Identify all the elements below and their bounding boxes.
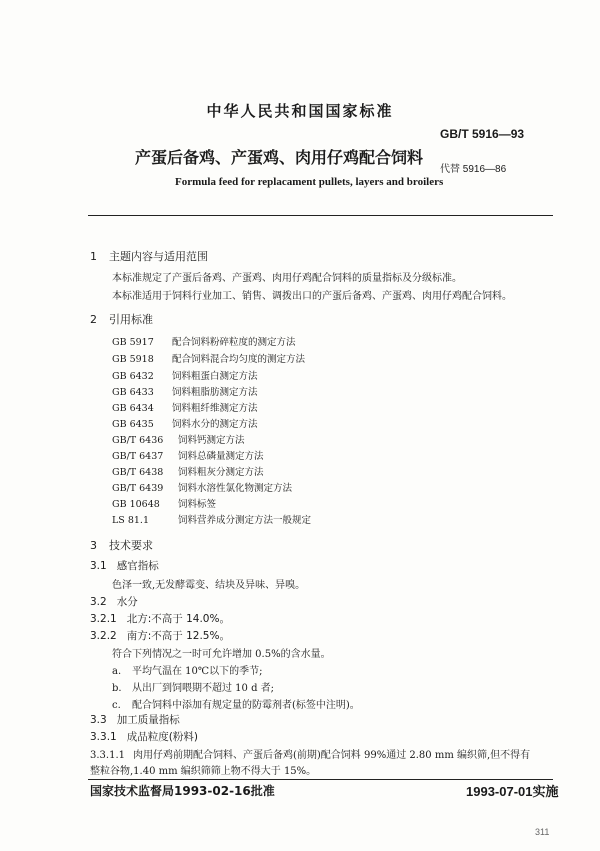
- reference-item: [112, 480, 292, 494]
- reference-code: GB/T 6439: [112, 483, 164, 494]
- reference-code: GB/T 6436: [112, 435, 164, 446]
- clause-3-2: [90, 594, 138, 609]
- reference-title: 饲料营养成分测定方法一般规定: [178, 515, 312, 526]
- section-number: 1: [90, 250, 97, 263]
- standard-code: GB/T 5916—93: [440, 127, 525, 141]
- reference-title: 饲料粗蛋白测定方法: [172, 371, 258, 382]
- list-text: 配合饲料中添加有规定量的防霉剂者(标签中注明)。: [132, 700, 360, 711]
- reference-title: 饲料粗灰分测定方法: [178, 467, 264, 478]
- list-item: [112, 696, 360, 711]
- clause-number: 3.2.1: [90, 613, 117, 625]
- reference-title: 饲料总磷量测定方法: [178, 451, 264, 462]
- clause-number: 3.3.1.1: [90, 750, 125, 761]
- reference-code: GB 6432: [112, 371, 154, 382]
- reference-title: 饲料钙测定方法: [178, 435, 245, 446]
- clause-3-3-1-1: [90, 746, 530, 761]
- reference-title: 饲料标签: [178, 499, 217, 510]
- list-text: 平均气温在 10℃以下的季节;: [132, 666, 263, 677]
- reference-item: [112, 351, 305, 365]
- header-divider: [88, 215, 553, 216]
- list-label: c.: [112, 700, 121, 711]
- reference-title: 配合饲料混合均匀度的测定方法: [172, 354, 306, 365]
- reference-title: 配合饲料粉碎粒度的测定方法: [172, 337, 296, 348]
- reference-item: [112, 368, 258, 382]
- paragraph: 色泽一致,无发酵霉变、结块及异味、异嗅。: [112, 580, 306, 591]
- reference-code: GB 5918: [112, 354, 154, 365]
- reference-code: GB/T 6438: [112, 467, 164, 478]
- clause-title: 加工质量指标: [116, 714, 180, 726]
- reference-title: 饲料粗脂肪测定方法: [172, 387, 258, 398]
- clause-title: 成品粒度(粉料): [126, 731, 198, 743]
- clause-text: 南方:不高于 12.5%。: [126, 630, 230, 642]
- list-label: a.: [112, 666, 122, 677]
- national-standard-heading: 中华人民共和国国家标准: [206, 102, 394, 120]
- paragraph: 本标准适用于饲料行业加工、销售、调拨出口的产蛋后备鸡、产蛋鸡、肉用仔鸡配合饲料。: [112, 291, 512, 302]
- section-number: 2: [90, 313, 97, 326]
- clause-text: 北方:不高于 14.0%。: [126, 613, 230, 625]
- reference-title: 饲料水溶性氯化物测定方法: [178, 483, 293, 494]
- paragraph: 本标准规定了产蛋后备鸡、产蛋鸡、肉用仔鸡配合饲料的质量指标及分级标准。: [112, 273, 462, 284]
- page-number: 311: [535, 827, 550, 837]
- reference-title: 饲料水分的测定方法: [172, 419, 258, 430]
- reference-code: GB 10648: [112, 499, 160, 510]
- reference-item: [112, 334, 296, 348]
- reference-item: [112, 416, 258, 430]
- clause-3-2-2: [90, 628, 230, 643]
- section-title: 技术要求: [109, 539, 153, 552]
- paragraph: 符合下列情况之一时可允许增加 0.5%的含水量。: [112, 649, 331, 660]
- document-title-en: Formula feed for replacament pullets, layers and broilers: [175, 176, 444, 188]
- clause-number: 3.2: [90, 596, 107, 608]
- clause-text: 肉用仔鸡前期配合饲料、产蛋后备鸡(前期)配合饲料 99%通过 2.80 mm 编织筛,但不得有: [133, 750, 531, 761]
- reference-item: [112, 512, 311, 526]
- reference-item: [112, 496, 216, 510]
- clause-3-2-1: [90, 611, 230, 626]
- clause-3-3: [90, 712, 180, 727]
- clause-number: 3.1: [90, 560, 107, 572]
- reference-code: LS 81.1: [112, 515, 149, 526]
- list-text: 从出厂到饲喂期不超过 10 d 者;: [132, 683, 275, 694]
- list-item: [112, 679, 274, 694]
- clause-number: 3.3.1: [90, 731, 117, 743]
- clause-3-1: [90, 558, 159, 573]
- reference-item: [112, 432, 245, 446]
- section-3-heading: [90, 537, 153, 553]
- reference-item: [112, 448, 264, 462]
- implementation-date: 1993-07-01实施: [466, 784, 559, 799]
- reference-title: 饲料粗纤维测定方法: [172, 403, 258, 414]
- replaces-note: 代替 5916—86: [440, 164, 507, 175]
- clause-title: 感官指标: [116, 560, 159, 572]
- list-label: b.: [112, 683, 122, 694]
- footer-divider: [88, 779, 553, 780]
- clause-number: 3.2.2: [90, 630, 117, 642]
- section-1-heading: [90, 248, 208, 264]
- reference-code: GB 6434: [112, 403, 154, 414]
- clause-title: 水分: [116, 596, 138, 608]
- section-title: 引用标准: [109, 313, 153, 326]
- paragraph: 整粒谷物,1.40 mm 编织筛筛上物不得大于 15%。: [90, 766, 317, 777]
- reference-code: GB/T 6437: [112, 451, 164, 462]
- clause-3-3-1: [90, 729, 198, 744]
- reference-code: GB 5917: [112, 337, 154, 348]
- reference-code: GB 6433: [112, 387, 154, 398]
- section-2-heading: [90, 311, 153, 327]
- section-number: 3: [90, 539, 97, 552]
- reference-code: GB 6435: [112, 419, 154, 430]
- reference-item: [112, 384, 258, 398]
- reference-item: [112, 464, 264, 478]
- document-title-cn: 产蛋后备鸡、产蛋鸡、肉用仔鸡配合饲料: [135, 148, 424, 167]
- clause-number: 3.3: [90, 714, 107, 726]
- section-title: 主题内容与适用范围: [109, 250, 208, 263]
- approval-line: 国家技术监督局1993-02-16批准: [90, 784, 275, 798]
- list-item: [112, 662, 262, 677]
- reference-item: [112, 400, 258, 414]
